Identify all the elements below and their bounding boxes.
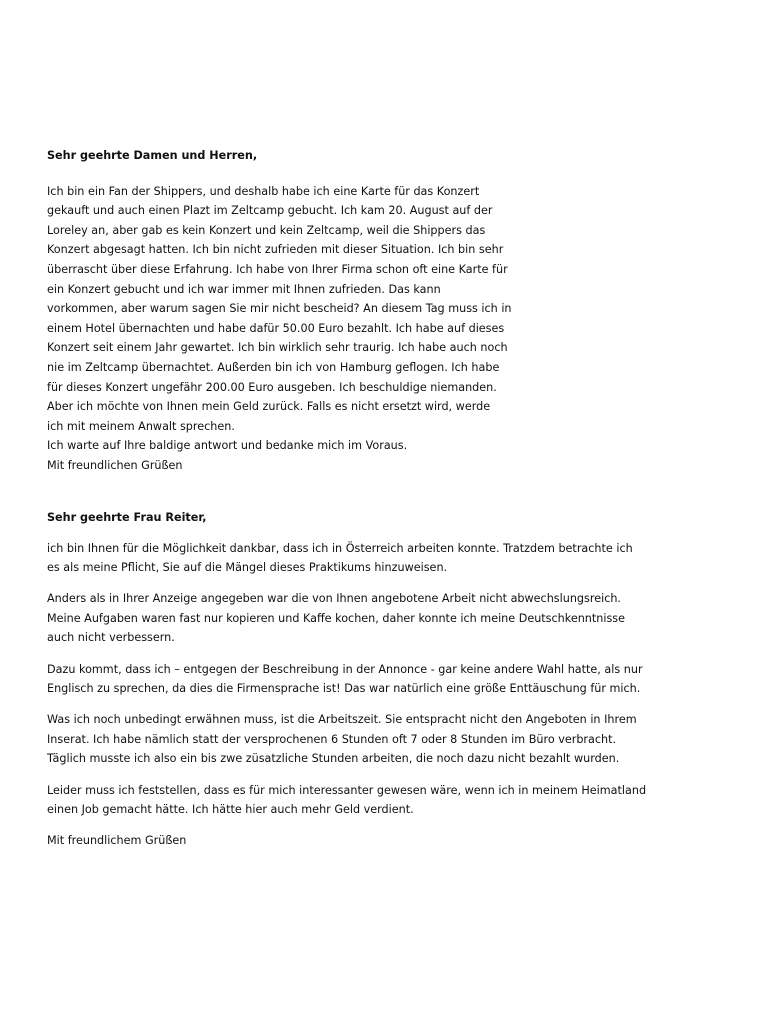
paragraph [47, 539, 727, 578]
body-line: ich bin Ihnen für die Möglichkeit dankbar, dass ich in Österreich arbeiten konnte. Tratzdem betrachte ich [47, 541, 633, 555]
paragraph [47, 660, 727, 699]
paragraph [47, 710, 727, 768]
body-line: Aber ich möchte von Ihnen mein Geld zurück. Falls es nicht ersetzt wird, werde [47, 400, 491, 414]
letter-complaint-internship [47, 508, 727, 851]
closing: Mit freundlichen Grüßen [47, 458, 183, 472]
body-line: gekauft und auch einen Plazt im Zeltcamp gebucht. Ich kam 20. August auf der [47, 204, 493, 218]
letter-complaint-concert [47, 146, 727, 476]
body-line: auch nicht verbessern. [47, 631, 175, 645]
body-line: vorkommen, aber warum sagen Sie mir nicht bescheid? An diesem Tag muss ich in [47, 302, 512, 316]
body-line: Leider muss ich feststellen, dass es für mich interessanter gewesen wäre, wenn ich in meinem Heimatland [47, 783, 647, 797]
salutation: Sehr geehrte Frau Reiter, [47, 511, 207, 524]
salutation: Sehr geehrte Damen und Herren, [47, 149, 258, 162]
body-line: Ich warte auf Ihre baldige antwort und bedanke mich im Voraus. [47, 439, 408, 453]
paragraph [47, 781, 727, 820]
body-line: es als meine Pflicht, Sie auf die Mängel dieses Praktikums hinzuweisen. [47, 561, 448, 574]
body-line: Englisch zu sprechen, da dies die Firmensprache ist! Das war natürlich eine größe Enttäuschung für mich. [47, 682, 641, 696]
body-line: Inserat. Ich habe nämlich statt der versprochenen 6 Stunden oft 7 oder 8 Stunden im Büro verbracht. [47, 732, 617, 746]
body-line: einem Hotel übernachten und habe dafür 50.00 Euro bezahlt. Ich habe auf dieses [47, 321, 505, 335]
body-line: ich mit meinem Anwalt sprechen. [47, 419, 235, 433]
body-line: Dazu kommt, dass ich – entgegen der Beschreibung in der Annonce - gar keine andere Wahl hatte, als nur [47, 662, 643, 676]
body-line: Anders als in Ihrer Anzeige angegeben war die von Ihnen angebotene Arbeit nicht abwechslungsreich. [47, 592, 621, 606]
body-line: Konzert abgesagt hatten. Ich bin nicht zufrieden mit dieser Situation. Ich bin sehr [47, 243, 504, 257]
paragraph [47, 589, 727, 647]
body-line: ein Konzert gebucht und ich war immer mit Ihnen zufrieden. Das kann [47, 282, 441, 296]
body-line: überrascht über diese Erfahrung. Ich habe von Ihrer Firma schon oft eine Karte für [47, 262, 508, 276]
body-line: Was ich noch unbedingt erwähnen muss, ist die Arbeitszeit. Sie entspracht nicht den Angeboten in Ihrem [47, 713, 637, 727]
body-line: Ich bin ein Fan der Shippers, und deshalb habe ich eine Karte für das Konzert [47, 184, 480, 198]
letter-body [47, 182, 727, 456]
body-line: einen Job gemacht hätte. Ich hätte hier auch mehr Geld verdient. [47, 803, 414, 817]
body-line: nie im Zeltcamp übernachtet. Außerden bin ich von Hamburg geflogen. Ich habe [47, 360, 500, 374]
closing: Mit freundlichem Grüßen [47, 834, 187, 848]
body-line: Meine Aufgaben waren fast nur kopieren und Kaffe kochen, daher konnte ich meine Deutschkenntnisse [47, 611, 626, 625]
body-line: Konzert seit einem Jahr gewartet. Ich bin wirklich sehr traurig. Ich habe auch noch [47, 341, 508, 355]
body-line: Loreley an, aber gab es kein Konzert und kein Zeltcamp, weil die Shippers das [47, 223, 486, 237]
body-line: für dieses Konzert ungefähr 200.00 Euro ausgeben. Ich beschuldige niemanden. [47, 380, 497, 394]
body-line: Täglich musste ich also ein bis zwe züsatzliche Stunden arbeiten, die noch dazu nicht bezahlt wurden. [47, 752, 620, 766]
